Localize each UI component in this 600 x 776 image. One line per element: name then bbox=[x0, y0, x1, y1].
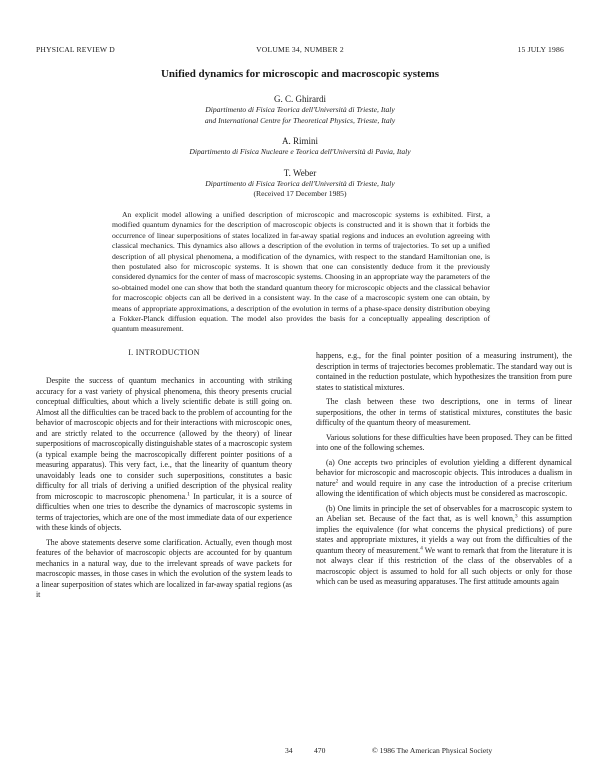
paragraph-text: We want to remark that from the literature it is not always clear if this restriction of the class of the observables of a macroscopic object is assumed to hold for all such objects or only for those which can be used as measuring apparatuses. The first attitude amounts again bbox=[316, 545, 572, 586]
paragraph-text: Various solutions for these difficulties have been proposed. They can be fitted into one of the following schemes. bbox=[316, 432, 572, 452]
body-paragraph bbox=[316, 504, 572, 588]
journal-name: PHYSICAL REVIEW D bbox=[36, 45, 115, 54]
paragraph-text: Despite the success of quantum mechanics in accounting with striking accuracy for a vast variety of physical phenomena, this theory presents crucial conceptual difficulties, about which a lively scientific debate is still going on. Almost all the difficulties can be traced back to the problem of accounting for the behavior of macroscopic objects and for their interactions with microscopic ones, and are strictly related to the occurrence (allowed by the theory) of linear superpositions of macroscopically distinguishable states of a macroscopic system (a typical example being the macroscopically different pointer positions of a measuring apparatus). This very fact, i.e., that the linearity of quantum theory unavoidably leads one to consider such superpositions, constitutes a basic difficulty for all trials of deriving a unified description of the physical reality from microscopic to macroscopic phenomena. bbox=[36, 376, 292, 501]
author-affiliation: Dipartimento di Fisica Nucleare e Teorica dell'Università di Pavia, Italy bbox=[189, 147, 411, 156]
body-paragraph bbox=[316, 458, 572, 500]
section-heading-wrap bbox=[36, 348, 292, 367]
section-heading: I. INTRODUCTION bbox=[128, 348, 200, 357]
author-name: T. Weber bbox=[283, 167, 317, 178]
paragraph-text: (a) One accepts two principles of evolution yielding a different dynamical behavior for microscopic and macroscopic objects. This introduces a dualism in nature bbox=[316, 457, 572, 488]
body-paragraph bbox=[36, 538, 292, 601]
author-3 bbox=[0, 167, 600, 200]
footer-page-number: 470 bbox=[314, 746, 326, 755]
footnote-ref: 1 bbox=[187, 490, 190, 497]
paragraph-text: The clash between these two descriptions, one in terms of linear superpositions, the other in terms of statistical mixtures, constitutes the basic difficulty of the quantum theory of measurement. bbox=[316, 397, 572, 427]
footnote-ref: 3 bbox=[514, 513, 518, 520]
author-1 bbox=[0, 93, 600, 126]
paper-title: Unified dynamics for microscopic and macroscopic systems bbox=[160, 68, 440, 80]
paragraph-text: In particular, it is a source of difficulties when one tries to describe the dynamics of macroscopic systems in terms of trajectories, which are one of the most immediate data of our experience with these kinds of objects. bbox=[36, 491, 292, 532]
body-paragraph bbox=[316, 433, 572, 454]
author-name: G. C. Ghirardi bbox=[274, 94, 326, 104]
author-affiliation: Dipartimento di Fisica Teorica dell'Università di Trieste, Italy bbox=[205, 178, 395, 188]
author-2 bbox=[0, 135, 600, 158]
author-affiliation: and International Centre for Theoretical Physics, Trieste, Italy bbox=[204, 115, 396, 125]
body-paragraph bbox=[316, 351, 572, 393]
abstract-text: An explicit model allowing a unified description of microscopic and macroscopic systems is exhibited. First, a modified quantum dynamics for the description of macroscopic objects is constructed and it is shown that it forbids the occurrence of linear superpositions of states localized in far-away spatial regions and induces an evolution agreeing with classical mechanics. This dynamics also allows a description of the evolution in terms of trajectories. To set up a unified description of all physical phenomena, a modification of the dynamics, with respect to the standard Hamiltonian one, is then postulated also for microscopic systems. It is shown that one can consistently deduce from it the previously considered dynamics for the center of mass of macroscopic systems. Choosing in an appropriate way the parameters of the so-obtained model one can show that both the standard quantum theory for microscopic objects and the classical behavior for macroscopic objects can all be derived in a consistent way. In the case of a macroscopic system one can obtain, by means of appropriate approximations, a description of the evolution in terms of a phase-space density distribution obeying a Fokker-Planck diffusion equation. The model also provides the basis for a conceptually appealing description of quantum measurement. bbox=[112, 210, 490, 334]
paragraph-text: happens, e.g., for the final pointer position of a measuring instrument), the description in terms of trajectories becomes problematic. The standard way out is contained in the reduction postulate, which hypothesizes the transition from pure states to statistical mixtures. bbox=[316, 351, 572, 392]
left-column bbox=[36, 376, 292, 605]
body-paragraph bbox=[36, 376, 292, 534]
footer-copyright: © 1986 The American Physical Society bbox=[372, 746, 493, 755]
body-paragraph bbox=[316, 397, 572, 429]
author-affiliation: Dipartimento di Fisica Teorica dell'Università di Trieste, Italy bbox=[205, 105, 395, 114]
abstract bbox=[112, 210, 490, 335]
paragraph-text: and would require in any case the introduction of a precise criterium allowing the identification of which objects must be considered as macroscopic. bbox=[316, 478, 572, 498]
paragraph-text: The above statements deserve some clarification. Actually, even though most features of the behavior of macroscopic objects are accounted for by quantum mechanics in a natural way, due to the irrelevant spreads of wave packets for macroscopic masses, in those cases in which the evolution of the system leads to a linear superposition of states which are localized in far-away spatial regions (as it bbox=[36, 537, 292, 599]
received-date: (Received 17 December 1985) bbox=[253, 189, 347, 198]
issue-date: 15 JULY 1986 bbox=[517, 45, 564, 54]
author-block bbox=[0, 84, 600, 200]
footnote-ref: 4 bbox=[420, 544, 423, 551]
volume-number: VOLUME 34, NUMBER 2 bbox=[256, 45, 344, 54]
author-name: A. Rimini bbox=[281, 136, 318, 146]
footnote-ref: 2 bbox=[335, 477, 339, 484]
right-column bbox=[316, 351, 572, 592]
paragraph-text: (b) One limits in principle the set of observables for a macroscopic system to an Abelian set. Because of the fact that, as is well known, bbox=[316, 503, 572, 523]
footer-volume: 34 bbox=[285, 746, 293, 755]
paragraph-text: this assumption implies the equivalence (for what concerns the physical predictions) of pure states and appropriate mixtures, it yields a way out from the difficulties of the quantum theory of measurement. bbox=[316, 514, 572, 555]
